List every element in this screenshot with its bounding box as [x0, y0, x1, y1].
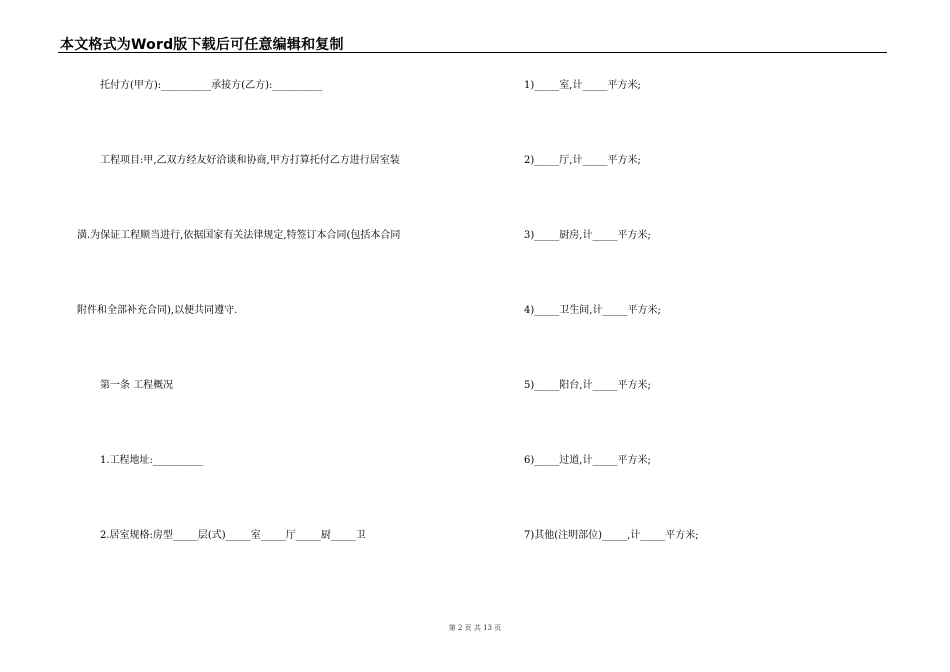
room-area-item-2: 2)_____厅,计_____平方米;	[524, 155, 641, 166]
project-address-line: 1.工程地址:__________	[100, 455, 203, 466]
page-number-footer: 第 2 页 共 13 页	[448, 624, 502, 632]
header-divider	[58, 52, 887, 53]
room-area-item-6: 6)_____过道,计_____平方米;	[524, 455, 651, 466]
project-intro-line: 工程项目:甲,乙双方经友好洽谈和协商,甲方打算托付乙方进行居室装	[100, 155, 400, 166]
article-one-heading: 第一条 工程概况	[100, 380, 174, 391]
room-area-item-1: 1)_____室,计_____平方米;	[524, 80, 641, 91]
client-contractor-line: 托付方(甲方):__________承接方(乙方):__________	[100, 80, 323, 91]
room-area-item-5: 5)_____阳台,计_____平方米;	[524, 380, 651, 391]
project-intro-line-3: 附件和全部补充合同),以便共同遵守.	[77, 305, 238, 316]
room-area-item-7: 7)其他(注明部位)_____,计_____平方米;	[524, 530, 699, 541]
room-area-item-4: 4)_____卫生间,计_____平方米;	[524, 305, 661, 316]
document-header-title: 本文格式为Word版下载后可任意编辑和复制	[60, 37, 344, 53]
project-intro-line-2: 潢.为保证工程顺当进行,依据国家有关法律规定,特签订本合同(包括本合同	[77, 230, 401, 241]
room-spec-line: 2.居室规格:房型_____层(式)_____室_____厅_____厨_____卫	[100, 530, 366, 541]
room-area-item-3: 3)_____厨房,计_____平方米;	[524, 230, 651, 241]
